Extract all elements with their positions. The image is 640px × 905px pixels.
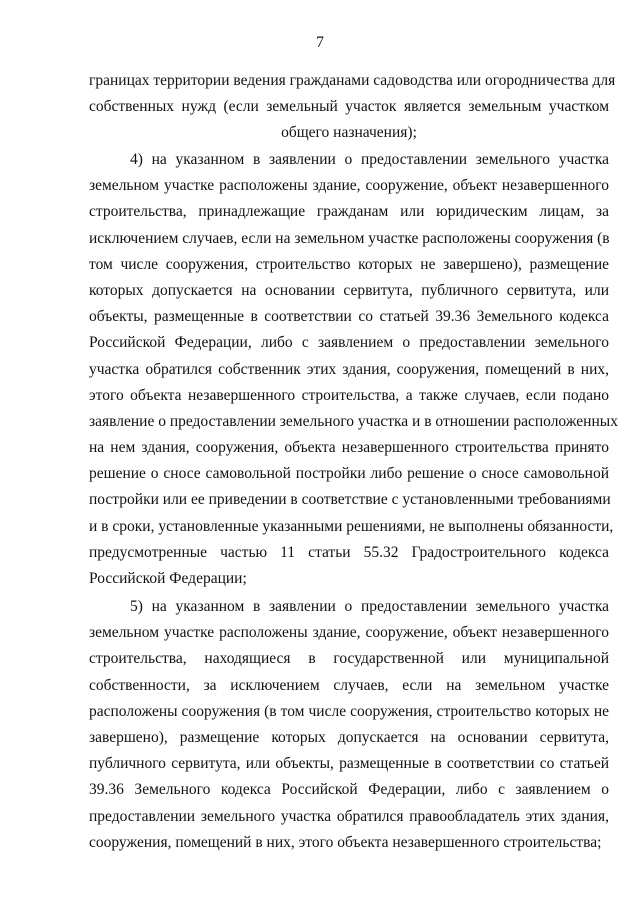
text-line: предусмотренные частью 11 статьи 55.32 Градостроительного кодекса bbox=[89, 543, 609, 561]
text-line: том числе сооружения, строительство которых не завершено), размещение bbox=[89, 255, 609, 273]
text-line: расположены сооружения (в том числе сооружения, строительство которых не bbox=[89, 702, 609, 720]
text-line: строительства, принадлежащие гражданам или юридическим лицам, за bbox=[89, 203, 609, 221]
text-line: завершено), размещение которых допускается на основании сервитута, bbox=[89, 728, 609, 746]
text-line: на нем здания, сооружения, объекта незавершенного строительства принято bbox=[89, 439, 609, 457]
text-line: Российской Федерации, либо с заявлением о предоставлении земельного bbox=[89, 334, 609, 352]
text-line: и в сроки, установленные указанными решениями, не выполнены обязанности, bbox=[89, 517, 614, 535]
text-line: строительства, находящиеся в государственной или муниципальной bbox=[89, 650, 609, 668]
text-line: исключением случаев, если на земельном участке расположены сооружения (в bbox=[89, 229, 610, 247]
text-line: границах территории ведения гражданами садоводства или огородничества для bbox=[89, 72, 616, 89]
text-line: объекты, размещенные в соответствии со статьей 39.36 Земельного кодекса bbox=[89, 308, 609, 326]
paragraph-item-5 bbox=[89, 594, 609, 856]
text-line: участка обратился собственник этих здания, сооружения, помещений в них, bbox=[89, 360, 609, 378]
text-line: публичного сервитута, или объекты, размещенные в соответствии со статьей bbox=[89, 755, 609, 773]
paragraph-item-4 bbox=[89, 147, 618, 592]
page-number: 7 bbox=[316, 34, 324, 51]
text-line: Российской Федерации; bbox=[89, 570, 247, 587]
text-line: общего назначения); bbox=[281, 124, 417, 142]
text-line: собственных нужд (если земельный участок является земельным участком bbox=[89, 98, 609, 116]
text-line: этого объекта незавершенного строительства, а также случаев, если подано bbox=[89, 386, 609, 404]
text-line: 5) на указанном в заявлении о предоставлении земельного участка bbox=[130, 598, 609, 615]
text-line: решение о сносе самовольной постройки либо решение о сносе самовольной bbox=[89, 465, 609, 483]
text-line: заявление о предоставлении земельного участка и в отношении расположенных bbox=[89, 412, 618, 430]
text-line: которых допускается на основании сервитута, публичного сервитута, или bbox=[89, 281, 609, 299]
text-line: собственности, за исключением случаев, если на земельном участке bbox=[89, 676, 609, 694]
text-line: земельном участке расположены здание, сооружение, объект незавершенного bbox=[89, 177, 609, 195]
text-line: 39.36 Земельного кодекса Российской Федерации, либо с заявлением о bbox=[89, 781, 609, 799]
text-line: 4) на указанном в заявлении о предоставлении земельного участка bbox=[130, 151, 609, 168]
text-line: сооружения, помещений в них, этого объекта незавершенного строительства; bbox=[89, 833, 602, 851]
text-line: земельном участке расположены здание, сооружение, объект незавершенного bbox=[89, 624, 609, 642]
text-line: предоставлении земельного участка обратился правообладатель этих здания, bbox=[89, 807, 609, 825]
text-line: постройки или ее приведении в соответствие с установленными требованиями bbox=[89, 491, 611, 509]
document-body bbox=[89, 68, 616, 147]
